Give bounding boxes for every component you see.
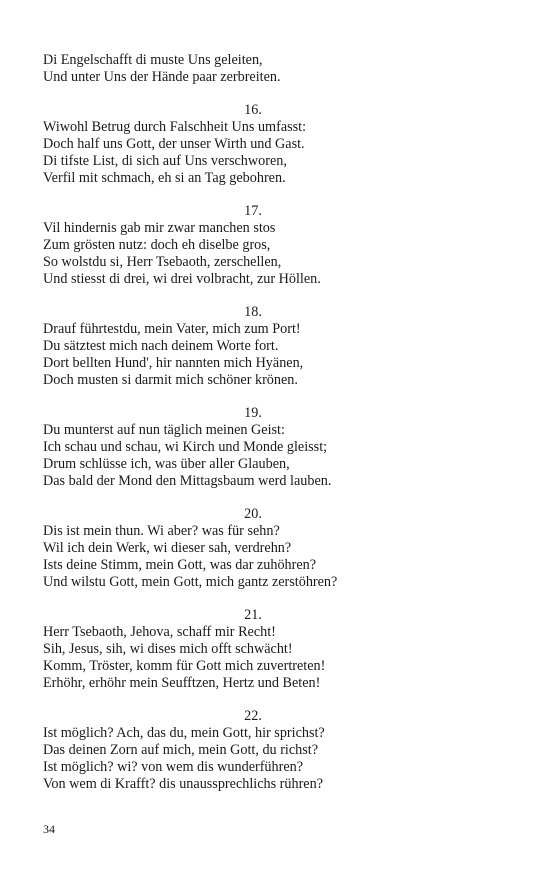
poem-line: Das bald der Mond den Mittagsbaum werd lauben. xyxy=(43,473,332,489)
stanza-number: 22. xyxy=(244,708,262,724)
poem-text xyxy=(43,52,463,793)
stanza-21 xyxy=(43,607,463,692)
poem-line: Doch half uns Gott, der unser Wirth und Gast. xyxy=(43,136,305,152)
poem-line: Und wilstu Gott, mein Gott, mich gantz zerstöhren? xyxy=(43,574,338,590)
poem-line: Von wem di Krafft? dis unaussprechlichs rühren? xyxy=(43,776,324,792)
poem-line: Di Engelschafft di muste Uns geleiten, xyxy=(43,52,263,68)
poem-line: Und stiesst di drei, wi drei volbracht, zur Höllen. xyxy=(43,271,321,287)
poem-line: Dort bellten Hund', hir nannten mich Hyänen, xyxy=(43,355,304,371)
stanza-17 xyxy=(43,203,463,288)
poem-line: Komm, Tröster, komm für Gott mich zuvertreten! xyxy=(43,658,326,674)
poem-line: Sih, Jesus, sih, wi dises mich offt schwächt! xyxy=(43,641,293,657)
poem-line: Drauf führtestdu, mein Vater, mich zum Port! xyxy=(43,321,301,337)
stanza-20 xyxy=(43,506,463,591)
page-number: 34 xyxy=(43,822,55,836)
poem-line: Du sätztest mich nach deinem Worte fort. xyxy=(43,338,279,354)
poem-line: Wiwohl Betrug durch Falschheit Uns umfasst: xyxy=(43,119,307,135)
stanza-number: 19. xyxy=(244,405,262,421)
poem-line: Ist möglich? wi? von wem dis wunderführen? xyxy=(43,759,304,775)
poem-line: Verfil mit schmach, eh si an Tag gebohren. xyxy=(43,170,286,186)
poem-line: Drum schlüsse ich, was über aller Glauben, xyxy=(43,456,290,472)
poem-line: Wil ich dein Werk, wi dieser sah, verdrehn? xyxy=(43,540,292,556)
stanza-16 xyxy=(43,102,463,187)
poem-line: Zum grösten nutz: doch eh diselbe gros, xyxy=(43,237,271,253)
stanza-18 xyxy=(43,304,463,389)
poem-line: Herr Tsebaoth, Jehova, schaff mir Recht! xyxy=(43,624,276,640)
poem-line: Di tifste List, di sich auf Uns verschworen, xyxy=(43,153,287,169)
poem-line: Vil hindernis gab mir zwar manchen stos xyxy=(43,220,276,236)
poem-line: Das deinen Zorn auf mich, mein Gott, du richst? xyxy=(43,742,319,758)
poem-line: Ists deine Stimm, mein Gott, was dar zuhöhren? xyxy=(43,557,317,573)
stanza-22 xyxy=(43,708,463,793)
poem-line: Und unter Uns der Hände paar zerbreiten. xyxy=(43,69,281,85)
stanza-number: 17. xyxy=(244,203,262,219)
poem-line: So wolstdu si, Herr Tsebaoth, zerschellen, xyxy=(43,254,282,270)
stanza-number: 16. xyxy=(244,102,262,118)
intro-lines xyxy=(43,52,463,86)
stanza-number: 21. xyxy=(244,607,262,623)
poem-line: Ich schau und schau, wi Kirch und Monde gleisst; xyxy=(43,439,328,455)
stanza-19 xyxy=(43,405,463,490)
poem-line: Doch musten si darmit mich schöner krönen. xyxy=(43,372,298,388)
poem-line: Du munterst auf nun täglich meinen Geist: xyxy=(43,422,285,438)
poem-line: Dis ist mein thun. Wi aber? was für sehn? xyxy=(43,523,280,539)
poem-line: Erhöhr, erhöhr mein Seufftzen, Hertz und Beten! xyxy=(43,675,321,691)
stanza-number: 18. xyxy=(244,304,262,320)
poem-line: Ist möglich? Ach, das du, mein Gott, hir sprichst? xyxy=(43,725,325,741)
stanza-number: 20. xyxy=(244,506,262,522)
